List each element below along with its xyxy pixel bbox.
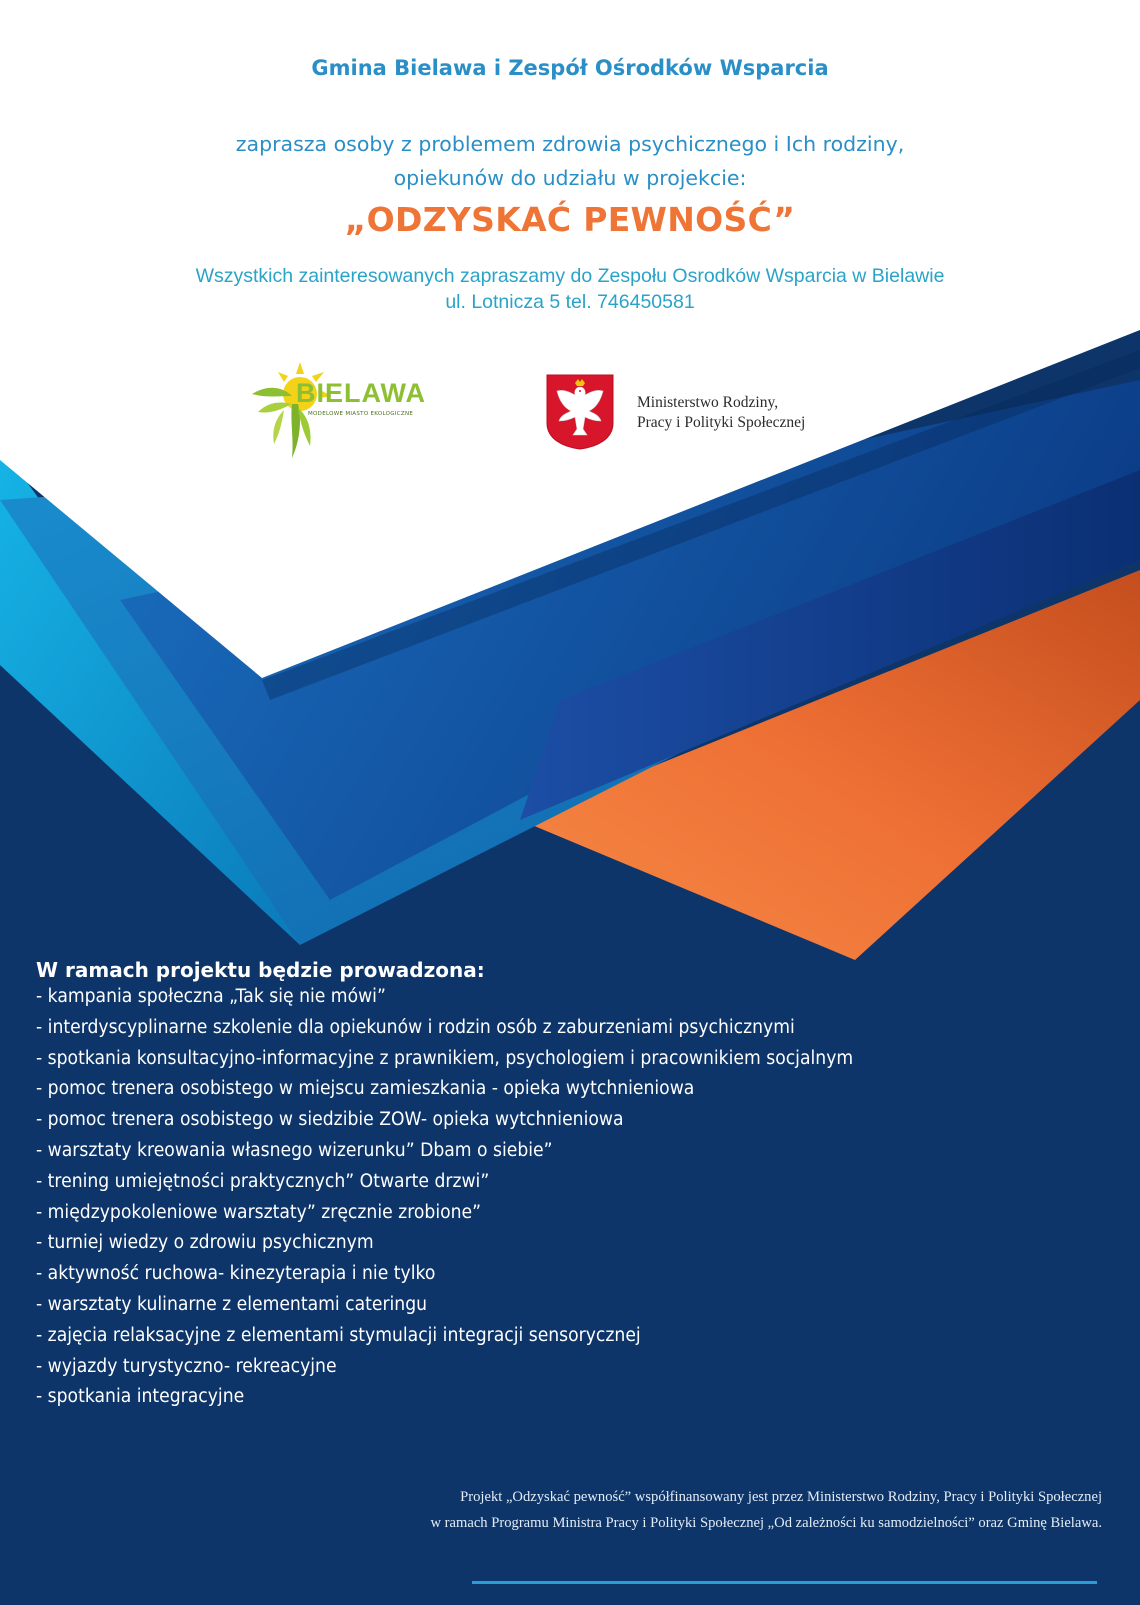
- list-item: - aktywność ruchowa- kinezyterapia i nie tylko: [36, 1263, 436, 1285]
- list-item: - pomoc trenera osobistego w miejscu zamieszkania - opieka wytchnieniowa: [36, 1078, 695, 1100]
- list-item: - wyjazdy turystyczno- rekreacyjne: [36, 1355, 337, 1377]
- organizer-title: Gmina Bielawa i Zespół Ośrodków Wsparcia: [311, 56, 829, 80]
- funding-line-2: w ramach Programu Ministra Pracy i Polityki Społecznej „Od zależności ku samodzielności” oraz Gminę Bielawa.: [430, 1515, 1102, 1531]
- invitation-text: [0, 127, 1140, 195]
- list-item: - pomoc trenera osobistego w siedzibie ZOW- opieka wytchnieniowa: [36, 1109, 624, 1131]
- list-item: - interdyscyplinarne szkolenie dla opiekunów i rodzin osób z zaburzeniami psychicznymi: [36, 1016, 795, 1038]
- activities-list: [36, 982, 1126, 1413]
- project-title: „ODZYSKAĆ PEWNOŚĆ”: [344, 200, 796, 239]
- sun-leaves-logo-icon: [252, 360, 342, 460]
- list-item: - turniej wiedzy o zdrowiu psychicznym: [36, 1232, 374, 1254]
- list-item: - kampania społeczna „Tak się nie mówi”: [36, 986, 386, 1007]
- polish-eagle-emblem-icon: [545, 373, 615, 451]
- funding-note: [102, 1484, 1102, 1536]
- bielawa-name: BIELAWA: [296, 378, 427, 408]
- contact-line-2: ul. Lotnicza 5 tel. 746450581: [445, 291, 695, 313]
- ministry-line-2: Pracy i Polityki Społecznej: [637, 414, 806, 431]
- list-item: - warsztaty kulinarne z elementami cateringu: [36, 1293, 428, 1315]
- list-item: - międzypokoleniowe warsztaty” zręcznie zrobione”: [36, 1201, 482, 1223]
- bielawa-tagline: MODELOWE MIASTO EKOLOGICZNE: [308, 411, 414, 417]
- contact-line-1: Wszystkich zainteresowanych zapraszamy do Zespołu Osrodków Wsparcia w Bielawie: [195, 265, 945, 287]
- list-item: - spotkania integracyjne: [36, 1386, 245, 1408]
- ministry-logo: [545, 373, 845, 453]
- footer-divider: [472, 1581, 1097, 1584]
- list-item: - spotkania konsultacyjno-informacyjne z prawnikiem, psychologiem i pracownikiem socjalnym: [36, 1047, 854, 1069]
- list-item: - warsztaty kreowania własnego wizerunku” Dbam o siebie”: [36, 1139, 553, 1161]
- invitation-line-2: opiekunów do udziału w projekcie:: [393, 166, 747, 190]
- list-item: - zajęcia relaksacyjne z elementami stymulacji integracji sensorycznej: [36, 1324, 641, 1346]
- activities-heading: W ramach projektu będzie prowadzona:: [36, 958, 485, 982]
- invitation-line-1: zaprasza osoby z problemem zdrowia psychicznego i Ich rodziny,: [235, 132, 905, 156]
- ministry-name: [637, 393, 805, 433]
- list-item: - trening umiejętności praktycznych” Otwarte drzwi”: [36, 1170, 490, 1192]
- bielawa-logo: [252, 360, 472, 460]
- funding-line-1: Projekt „Odzyskać pewność” współfinansowany jest przez Ministerstwo Rodziny, Pracy i Polityki Społecznej: [460, 1489, 1102, 1505]
- ministry-line-1: Ministerstwo Rodziny,: [637, 394, 779, 411]
- contact-info: [0, 263, 1140, 315]
- activities-section: [36, 958, 1126, 1413]
